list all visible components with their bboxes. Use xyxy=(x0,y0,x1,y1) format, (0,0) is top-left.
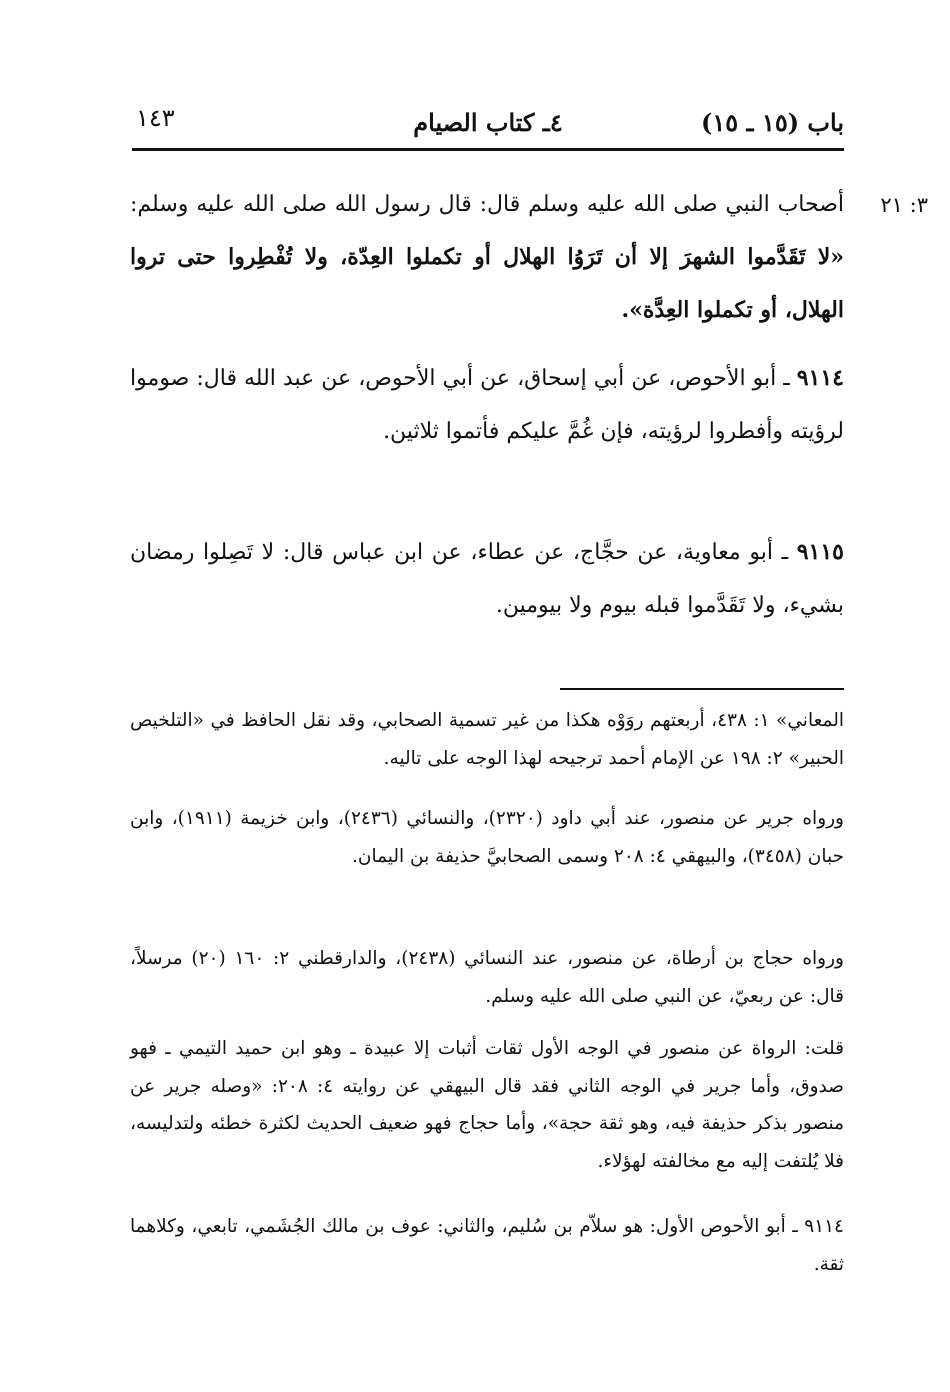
hadith-quote: «لا تَقَدَّموا الشهرَ إلا أن تَرَوُا الهلال أو تكملوا العِدّة، ولا تُفْطِروا حتى تروا الهلال، أو تكملوا العِدَّة». xyxy=(130,244,844,323)
footnote-1: المعاني» ١: ٤٣٨، أربعتهم روَوْه هكذا من غير تسمية الصحابي، وقد نقل الحافظ في «التلخيص الحبير» ٢: ١٩٨ عن الإمام أحمد ترجيحه لهذا الوجه على تاليه. xyxy=(130,710,844,769)
paragraph-text: ـ أبو الأحوص، عن أبي إسحاق، عن أبي الأحوص، عن عبد الله قال: صوموا لرؤيته وأفطروا لرؤيته، فإن غُمَّ عليكم فأتموا ثلاثين. xyxy=(130,366,844,444)
side-reference: ٣: ٢١ xyxy=(880,193,928,217)
footnote-4: قلت: الرواة عن منصور في الوجه الأول ثقات أثبات إلا عبيدة ـ وهو ابن حميد التيمي ـ فهو صدوق، وأما جرير في الوجه الثاني فقد قال البيهقي عن روايته ٤: ٢٠٨: «وصله جرير عن منصور بذكر حذيفة فيه، وهو ثقة حجة»، وأما حجاج فهو ضعيف الحديث لكثرة خطئه ولتدليسه، فلا يُلتفت إليه مع مخالفته لهؤلاء. xyxy=(130,1038,844,1172)
chapter-reference: باب (١٥ ـ ١٥) xyxy=(701,108,844,137)
page-header xyxy=(132,100,844,150)
book-title: ٤ـ كتاب الصيام xyxy=(413,108,563,137)
footnote-divider xyxy=(560,688,844,690)
paragraph-text: ـ أبو معاوية، عن حجَّاج، عن عطاء، عن ابن عباس قال: لا تَصِلوا رمضان بشيء، ولا تَقَدَّموا قبله بيوم ولا بيومين. xyxy=(130,540,844,618)
hadith-9114 xyxy=(130,352,844,458)
hadith-9115 xyxy=(130,526,844,632)
footnote-3: ورواه حجاج بن أرطاة، عن منصور، عند النسائي (٢٤٣٨)، والدارقطني ٢: ١٦٠ (٢٠) مرسلاً، قال: عن ربعيّ، عن النبي صلى الله عليه وسلم. xyxy=(130,948,844,1007)
hadith-number: ٩١١٥ xyxy=(796,539,844,565)
main-paragraph-1 xyxy=(130,178,844,337)
footnote-5: ٩١١٤ ـ أبو الأحوص الأول: هو سلاّم بن سُليم، والثاني: عوف بن مالك الجُشَمي، تابعي، وكلاهما ثقة. xyxy=(130,1216,844,1275)
hadith-number: ٩١١٤ xyxy=(796,365,844,391)
paragraph-text: أصحاب النبي صلى الله عليه وسلم قال: قال رسول الله صلى الله عليه وسلم: xyxy=(130,192,844,217)
header-divider xyxy=(132,148,844,151)
footnote-2: ورواه جرير عن منصور، عند أبي داود (٢٣٢٠)، والنسائي (٢٤٣٦)، وابن خزيمة (١٩١١)، وابن حبان (٣٤٥٨)، والبيهقي ٤: ٢٠٨ وسمى الصحابيَّ حذيفة بن اليمان. xyxy=(130,808,844,867)
page-number: ١٤٣ xyxy=(136,104,175,132)
